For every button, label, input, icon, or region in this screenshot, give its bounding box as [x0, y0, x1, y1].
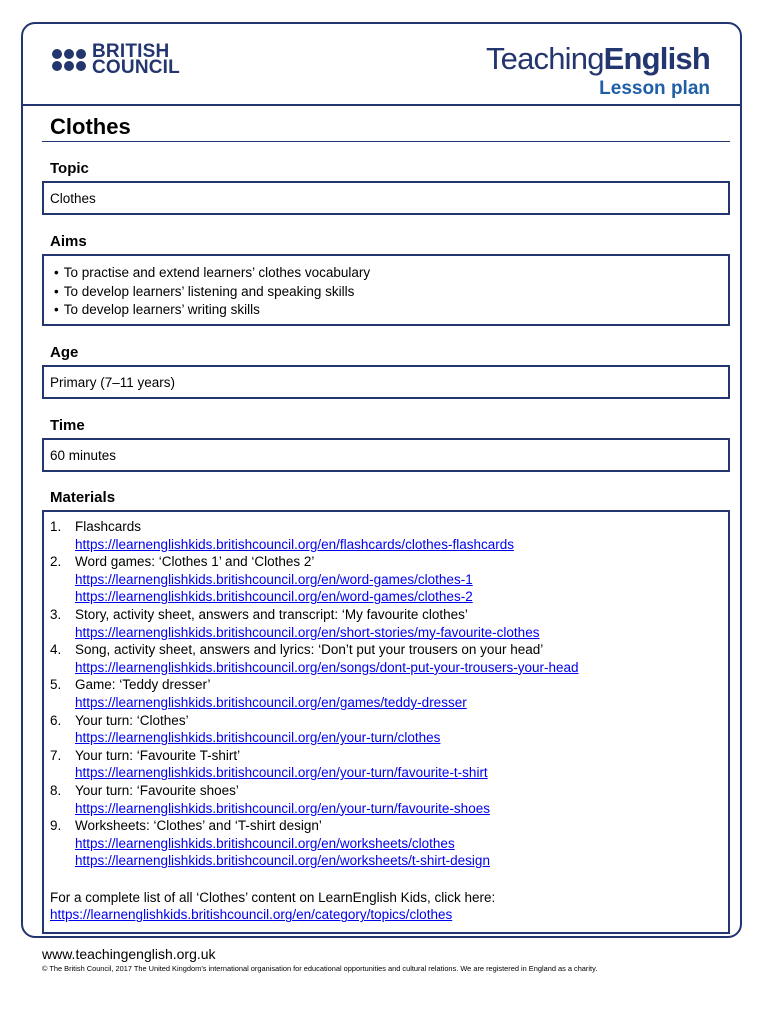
lesson-plan-subtitle: Lesson plan [599, 78, 710, 99]
material-item [50, 817, 722, 870]
time-label: Time [50, 417, 85, 434]
time-value: 60 minutes [50, 447, 117, 463]
material-link[interactable]: https://learnenglishkids.britishcouncil.org/en/word-games/clothes-1 [75, 571, 473, 587]
age-value: Primary (7–11 years) [50, 374, 176, 390]
material-text: Your turn: ‘Clothes’ [75, 712, 189, 728]
material-item [50, 518, 722, 553]
header-divider [23, 104, 742, 106]
material-link[interactable]: https://learnenglishkids.britishcouncil.org/en/word-games/clothes-2 [75, 589, 473, 605]
material-number: 5. [50, 677, 62, 693]
material-text: Word games: ‘Clothes 1’ and ‘Clothes 2’ [75, 554, 315, 570]
aims-list [50, 256, 722, 320]
material-item [50, 712, 722, 747]
topic-label: Topic [50, 160, 89, 177]
material-item [50, 676, 722, 711]
aim-item: • To practise and extend learners’ clothes vocabulary [54, 264, 722, 283]
material-text: Your turn: ‘Favourite T-shirt’ [75, 747, 241, 763]
materials-box [42, 510, 730, 934]
material-item [50, 553, 722, 606]
material-number: 1. [50, 519, 62, 534]
material-text: Flashcards [75, 519, 142, 534]
aims-box [42, 254, 730, 326]
title-divider [42, 141, 730, 142]
material-link[interactable]: https://learnenglishkids.britishcouncil.org/en/your-turn/favourite-shoes [75, 800, 490, 816]
page-title: Clothes [50, 114, 131, 139]
age-box [42, 365, 730, 399]
material-link[interactable]: https://learnenglishkids.britishcouncil.org/en/worksheets/clothes [75, 835, 455, 851]
material-text: Your turn: ‘Favourite shoes’ [75, 782, 239, 798]
material-link[interactable]: https://learnenglishkids.britishcouncil.org/en/short-stories/my-favourite-clothes [75, 624, 540, 640]
material-link[interactable]: https://learnenglishkids.britishcouncil.org/en/flashcards/clothes-flashcards [75, 536, 514, 552]
closing-link[interactable]: https://learnenglishkids.britishcouncil.org/en/category/topics/clothes [50, 907, 453, 923]
material-text: Song, activity sheet, answers and lyrics: ‘Don’t put your trousers on your head’ [75, 642, 544, 658]
material-item [50, 606, 722, 641]
material-item [50, 641, 722, 676]
materials-label: Materials [50, 489, 116, 506]
material-link[interactable]: https://learnenglishkids.britishcouncil.org/en/games/teddy-dresser [75, 694, 467, 710]
material-number: 4. [50, 642, 62, 658]
material-link[interactable]: https://learnenglishkids.britishcouncil.org/en/songs/dont-put-your-trousers-your-head [75, 659, 579, 675]
logo-line-1: BRITISH [92, 41, 170, 62]
material-item [50, 747, 722, 782]
topic-value: Clothes [50, 190, 96, 206]
brand-bold: English [603, 41, 710, 76]
material-text: Worksheets: ‘Clothes’ and ‘T-shirt design’ [75, 818, 322, 834]
material-link[interactable]: https://learnenglishkids.britishcouncil.org/en/worksheets/t-shirt-design [75, 853, 490, 869]
topic-box [42, 181, 730, 215]
time-box [42, 438, 730, 472]
age-label: Age [50, 344, 79, 361]
british-council-logo [52, 41, 180, 78]
aim-item: • To develop learners’ listening and speaking skills [54, 283, 722, 302]
material-number: 8. [50, 782, 62, 798]
footer-legal: © The British Council, 2017 The United Kingdom’s international organisation for educational opportunities and cultural relations. We are registered in England as a charity. [42, 964, 598, 973]
teaching-english-brand [486, 42, 710, 100]
materials-list [50, 512, 722, 870]
aims-label: Aims [50, 233, 87, 250]
material-number: 2. [50, 554, 62, 570]
brand-light: Teaching [485, 41, 604, 76]
material-text: Story, activity sheet, answers and transcript: ‘My favourite clothes’ [75, 606, 468, 622]
material-link[interactable]: https://learnenglishkids.britishcouncil.org/en/your-turn/clothes [75, 730, 441, 746]
aim-item: • To develop learners’ writing skills [54, 301, 722, 320]
material-number: 9. [50, 818, 62, 834]
logo-dots-icon [52, 49, 86, 71]
material-number: 3. [50, 606, 62, 622]
material-number: 7. [50, 747, 62, 763]
closing-text: For a complete list of all ‘Clothes’ content on LearnEnglish Kids, click here: [50, 889, 496, 905]
material-link[interactable]: https://learnenglishkids.britishcouncil.org/en/your-turn/favourite-t-shirt [75, 765, 488, 781]
material-number: 6. [50, 712, 62, 728]
material-item [50, 782, 722, 817]
logo-line-2: COUNCIL [92, 57, 180, 78]
materials-closing [50, 889, 722, 924]
footer-url: www.teachingenglish.org.uk [42, 946, 216, 962]
material-text: Game: ‘Teddy dresser’ [75, 677, 211, 693]
